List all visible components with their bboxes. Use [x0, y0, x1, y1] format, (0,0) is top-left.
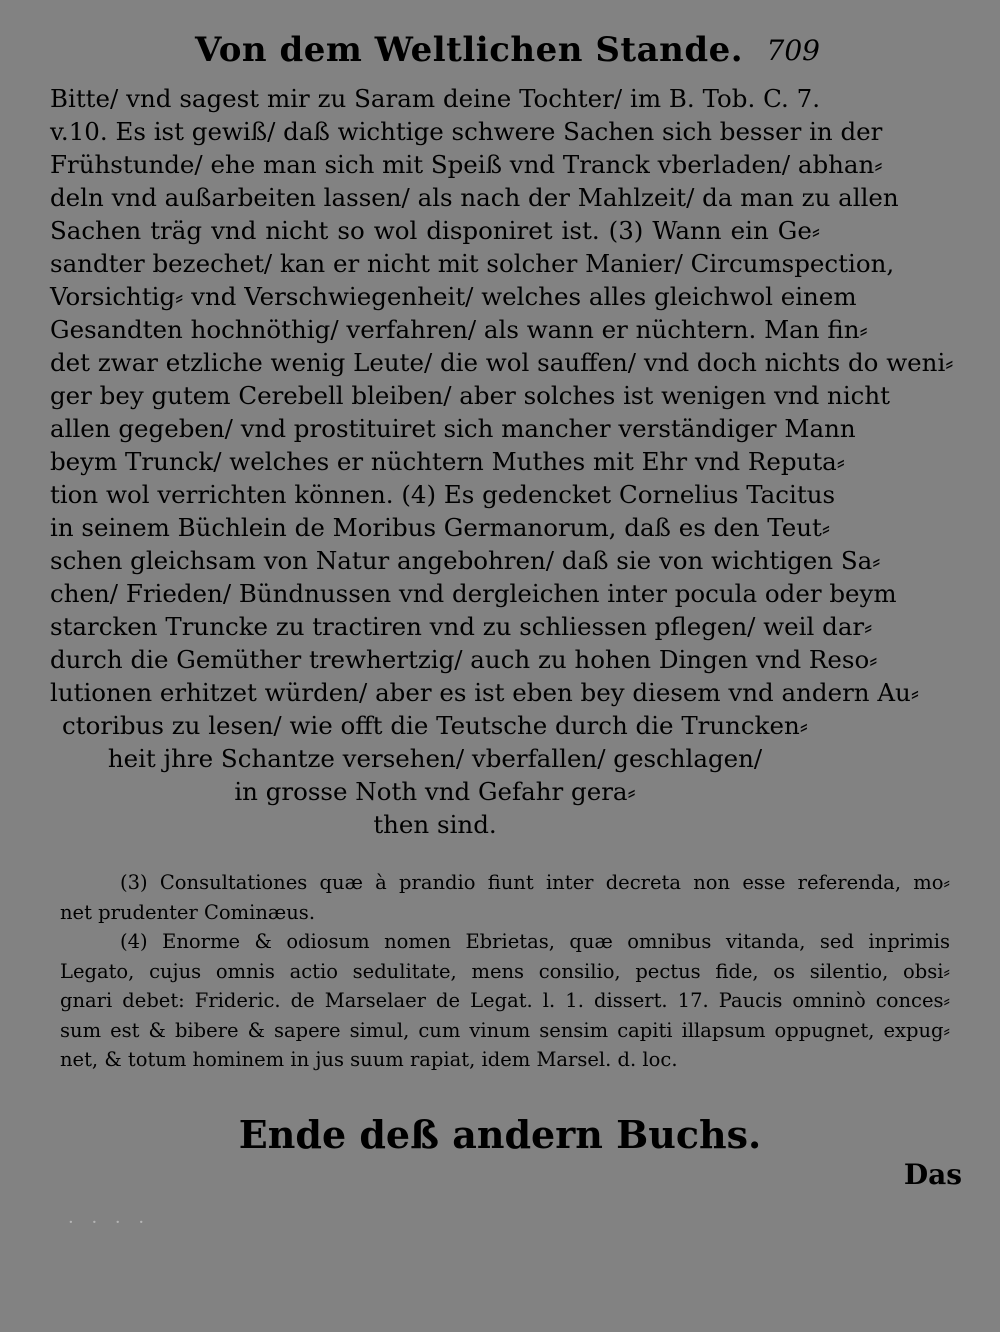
footnote-line: gnari debet: Frideric. de Marselaer de Legat. l. 1. dissert. 17. Paucis omninò conces⸗ — [60, 989, 950, 1012]
text-line: sandter bezechet/ kan er nicht mit solcher Manier/ Circumspection, — [50, 249, 895, 278]
ink-smudge-decoration: · · · · — [68, 1212, 151, 1233]
text-line: then sind. — [373, 810, 497, 839]
text-line: starcken Truncke zu tractiren vnd zu schliessen pflegen/ weil dar⸗ — [50, 612, 873, 641]
text-line: deln vnd außarbeiten lassen/ als nach der Mahlzeit/ da man zu allen — [50, 183, 899, 212]
footnotes-block — [60, 868, 950, 1075]
end-of-book-heading: Ende deß andern Buchs. — [238, 1112, 762, 1157]
text-line: tion wol verrichten können. (4) Es gedencket Cornelius Tacitus — [50, 480, 836, 509]
running-title: Von dem Weltlichen Stande. — [195, 30, 744, 70]
text-line: Sachen träg vnd nicht so wol disponiret ist. (3) Wann ein Ge⸗ — [50, 216, 820, 245]
text-line: in seinem Büchlein de Moribus Germanorum, daß es den Teut⸗ — [50, 513, 831, 542]
text-line: v.10. Es ist gewiß/ daß wichtige schwere Sachen sich besser in der — [50, 117, 883, 146]
text-line: Bitte/ vnd sagest mir zu Saram deine Tochter/ im B. Tob. C. 7. — [50, 84, 820, 113]
page-header — [195, 30, 820, 74]
text-line: in grosse Noth vnd Gefahr gera⸗ — [234, 777, 636, 806]
text-line: Frühstunde/ ehe man sich mit Speiß vnd Tranck vberladen/ abhan⸗ — [50, 150, 883, 179]
footnote-line: sum est & bibere & sapere simul, cum vinum sensim capiti illapsum oppugnet, expug⸗ — [60, 1018, 950, 1042]
page-number: 709 — [766, 34, 820, 67]
main-text-block — [50, 82, 954, 841]
text-line: durch die Gemüther trewhertzig/ auch zu hohen Dingen vnd Reso⸗ — [50, 645, 878, 674]
text-line: Gesandten hochnöthig/ verfahren/ als wann er nüchtern. Man fin⸗ — [50, 315, 868, 344]
footnote-line: net, & totum hominem in jus suum rapiat, idem Marsel. d. loc. — [60, 1048, 678, 1071]
footnote-line: net prudenter Cominæus. — [60, 900, 316, 924]
text-line: ctoribus zu lesen/ wie offt die Teutsche durch die Truncken⸗ — [62, 711, 808, 740]
text-line: chen/ Frieden/ Bündnussen vnd dergleichen inter pocula oder beym — [50, 579, 897, 608]
footnote-line: Legato, cujus omnis actio sedulitate, mens consilio, pectus fide, os silentio, obsi⸗ — [60, 959, 950, 983]
text-line: heit jhre Schantze versehen/ vberfallen/ geschlagen/ — [107, 744, 763, 773]
catchword: Das — [903, 1158, 962, 1191]
text-line: ger bey gutem Cerebell bleiben/ aber solches ist wenigen vnd nicht — [50, 381, 891, 410]
text-line: det zwar etzliche wenig Leute/ die wol sauffen/ vnd doch nichts do weni⸗ — [50, 348, 954, 377]
text-line: schen gleichsam von Natur angebohren/ daß sie von wichtigen Sa⸗ — [50, 546, 881, 575]
footnote-line: (3) Consultationes quæ à prandio fiunt inter decreta non esse referenda, mo⸗ — [120, 871, 950, 894]
text-line: beym Trunck/ welches er nüchtern Muthes mit Ehr vnd Reputa⸗ — [50, 447, 845, 476]
text-line: Vorsichtig⸗ vnd Verschwiegenheit/ welches alles gleichwol einem — [50, 282, 857, 311]
text-line: lutionen erhitzet würden/ aber es ist eben bey diesem vnd andern Au⸗ — [50, 678, 919, 707]
text-line: allen gegeben/ vnd prostituiret sich mancher verständiger Mann — [50, 414, 856, 443]
footnote-line: (4) Enorme & odiosum nomen Ebrietas, quæ omnibus vitanda, sed inprimis — [120, 930, 950, 953]
